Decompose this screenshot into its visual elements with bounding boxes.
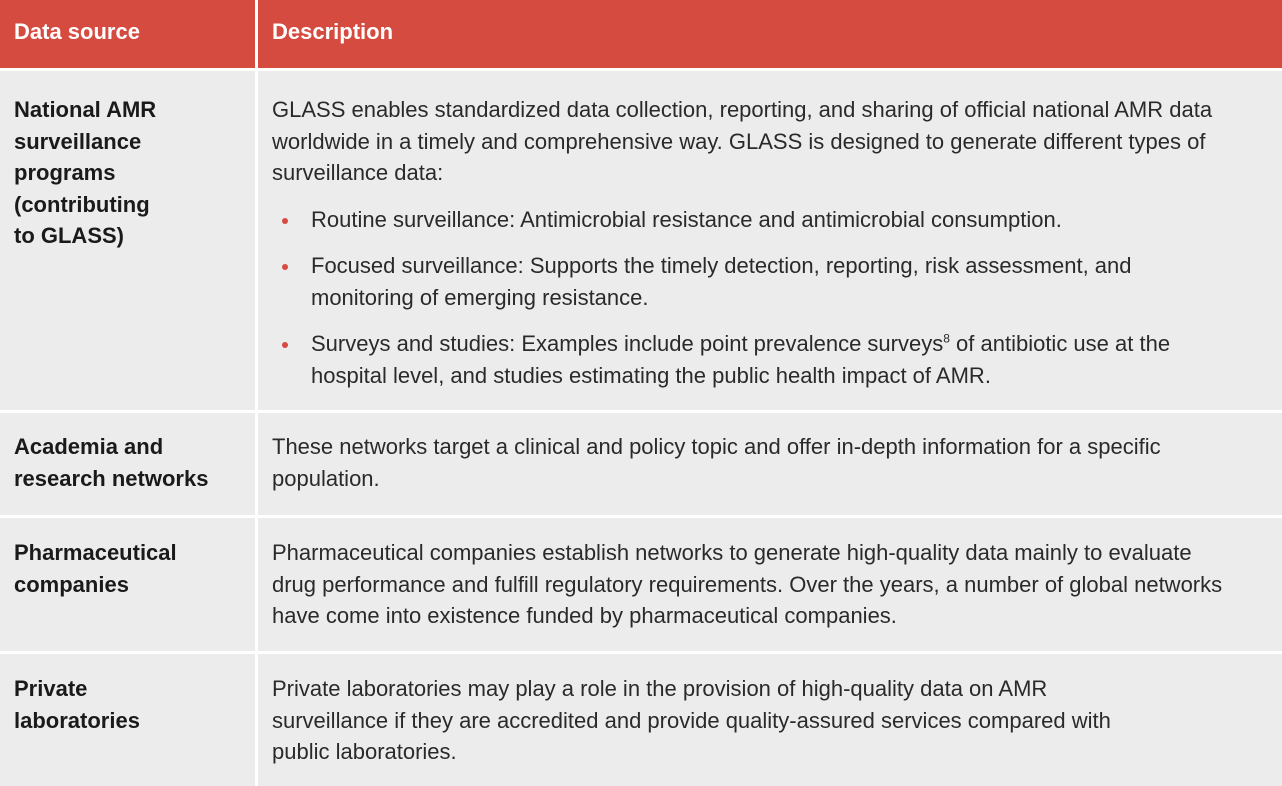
row-source-label: Pharmaceutical companies <box>14 540 177 597</box>
table-row <box>0 654 1282 786</box>
bullet-list <box>272 204 1242 392</box>
table-row <box>0 413 1282 515</box>
table-header-row <box>0 0 1282 68</box>
header-description: Description <box>258 0 1282 68</box>
row-source-label: Academia and research networks <box>14 434 209 491</box>
row-source-label: National AMR surveillance programs (contributing to GLASS) <box>14 97 157 248</box>
bullet-icon <box>282 218 288 224</box>
row-description-text: GLASS enables standardized data collection, reporting, and sharing of official national AMR data worldwide in a timely and comprehensive way. GLASS is designed to generate different types of surveillance data: <box>272 97 1213 185</box>
row-source-cell <box>0 413 255 515</box>
row-description-cell <box>258 654 1282 786</box>
row-description-cell <box>258 413 1282 515</box>
bullet-icon <box>282 264 288 270</box>
bullet-text: Surveys and studies: Examples include point prevalence surveys <box>311 331 944 356</box>
list-item <box>272 250 1242 313</box>
footnote-marker[interactable]: 8 <box>943 331 950 346</box>
row-source-cell <box>0 518 255 651</box>
bullet-text: Routine surveillance: Antimicrobial resistance and antimicrobial consumption. <box>311 206 1062 232</box>
list-item <box>272 328 1242 391</box>
row-source-cell <box>0 71 255 410</box>
row-description-cell <box>258 71 1282 410</box>
bullet-icon <box>282 342 288 348</box>
bullet-text: of antibiotic use at the hospital level, and studies estimating the public health impact of AMR. <box>311 331 1171 388</box>
row-source-label: Private laboratories <box>14 676 140 733</box>
bullet-text: Focused surveillance: Supports the timely detection, reporting, risk assessment, and monitoring of emerging resistance. <box>311 253 1132 310</box>
table-row <box>0 71 1282 410</box>
list-item <box>272 204 1242 236</box>
row-description-text: These networks target a clinical and policy topic and offer in-depth information for a specific population. <box>272 434 1161 491</box>
row-description-text: Pharmaceutical companies establish networks to generate high-quality data mainly to evaluate drug performance and fulfill regulatory requirements. Over the years, a number of global networks have come into existence funded by pharmaceutical companies. <box>272 540 1223 628</box>
header-data-source: Data source <box>0 0 255 68</box>
table-row <box>0 518 1282 651</box>
row-source-cell <box>0 654 255 786</box>
row-description-cell <box>258 518 1282 651</box>
row-description-text: Private laboratories may play a role in the provision of high-quality data on AMR surveillance if they are accredited and provide quality-assured services compared with public laboratories. <box>272 676 1111 764</box>
